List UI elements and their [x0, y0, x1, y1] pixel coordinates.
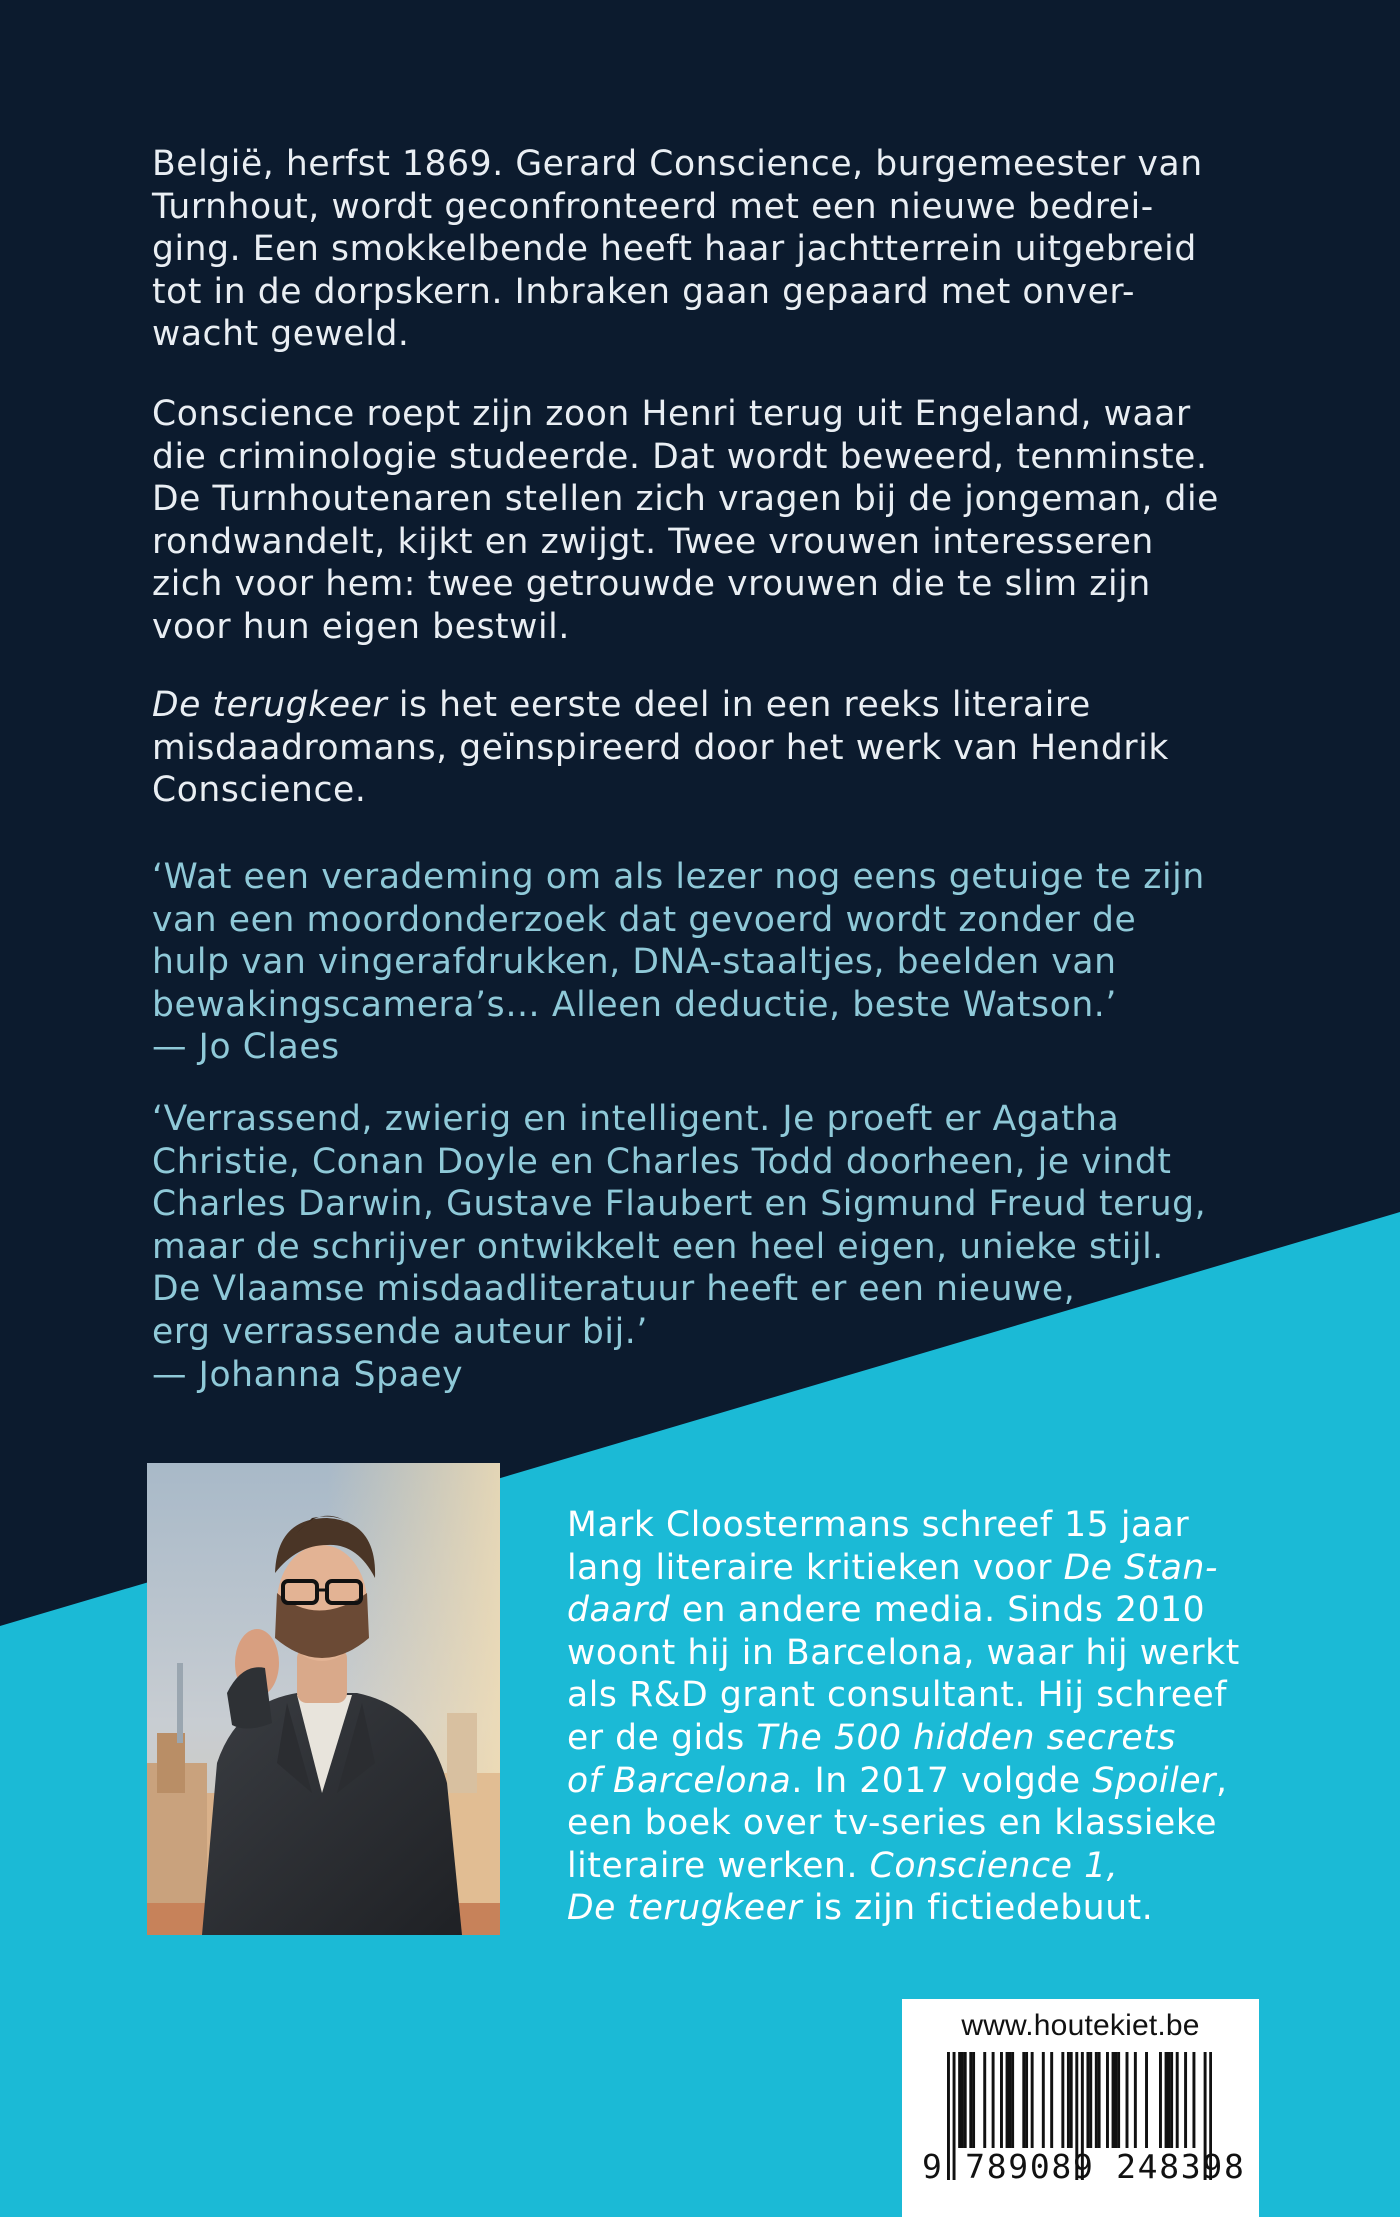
barcode-bar	[1126, 2052, 1129, 2148]
book-title: De terugkeer	[152, 685, 388, 725]
barcode-bar	[1011, 2052, 1014, 2148]
barcode-bar	[1042, 2052, 1045, 2148]
barcode-bar	[1176, 2052, 1179, 2148]
barcode-bar	[1022, 2052, 1025, 2148]
barcode-bar	[1086, 2052, 1089, 2148]
barcode-bar	[972, 2052, 975, 2148]
barcode-bar	[1159, 2052, 1162, 2148]
author-bio: Mark Cloostermans schreef 15 jaar lang literaire kritieken voor De Stan- daard en andere media. Sinds 2010 woont hij in Barcelona, waar hij werkt als R&D grant consultant. Hij schreef er de gids The 500 hidden secrets of Barcelona. In 2017 volgde Spoiler, een boek over tv-series en klassieke literaire werken. Conscience 1, De terugkeer is zijn fictiedebuut.	[567, 1505, 1240, 1929]
barcode-bar	[958, 2052, 961, 2148]
barcode-bar	[1165, 2052, 1168, 2148]
barcode-bar	[1089, 2052, 1092, 2148]
barcode-bar	[1145, 2052, 1148, 2148]
barcode-bar	[1095, 2052, 1098, 2148]
barcode-bar	[1184, 2052, 1187, 2148]
barcode-bar	[1008, 2052, 1011, 2148]
synopsis-paragraph-2: Conscience roept zijn zoon Henri terug uit Engeland, waar die criminologie studeerde. Dat wordt beweerd, tenminste. De Turnhoutenaren stellen zich vragen bij de jongeman, die rondwandelt, kijkt en zwijgt. Twee vrouwen interesseren zich voor hem: twee getrouwde vrouwen die te slim zijn voor hun eigen bestwil.	[152, 394, 1220, 647]
barcode-bar	[1050, 2052, 1053, 2148]
barcode-bar	[1025, 2052, 1028, 2148]
barcode-bar	[969, 2052, 972, 2148]
barcode-label	[902, 1999, 1259, 2217]
barcode-bar	[964, 2052, 967, 2148]
quote-attribution: — Johanna Spaey	[152, 1354, 464, 1395]
barcode-bar	[1098, 2052, 1101, 2148]
isbn-number: 9 789089 248398	[922, 2147, 1246, 2186]
barcode-bar	[1117, 2052, 1120, 2148]
synopsis-paragraph-1: België, herfst 1869. Gerard Conscience, burgemeester van Turnhout, wordt geconfronteerd met een nieuwe bedrei- ging. Een smokkelbende heeft haar jachtterrein uitgebreid tot in de dorpskern. Inbraken gaan gepaard met onver- wacht geweld.	[152, 144, 1203, 355]
author-photo	[147, 1463, 500, 1935]
barcode-bar	[1112, 2052, 1115, 2148]
barcode-bar	[1114, 2052, 1117, 2148]
barcode-bar	[1106, 2052, 1109, 2148]
barcode-bar	[1167, 2052, 1170, 2148]
review-quote-johanna-spaey: ‘Verrassend, zwierig en intelligent. Je proeft er Agatha Christie, Conan Doyle en Charles Todd doorheen, je vindt Charles Darwin, Gustave Flaubert en Sigmund Freud terug, maar de schrijver ontwikkelt een heel eigen, unieke stijl. De Vlaamse misdaadliteratuur heeft er een nieuwe, erg verrassende auteur bij.’ — Johanna Spaey	[152, 1098, 1272, 1396]
quote-attribution: — Jo Claes	[152, 1027, 340, 1068]
review-quote-jo-claes: ‘Wat een verademing om als lezer nog eens getuige te zijn van een moordonderzoek dat gevoerd wordt zonder de hulp van vingerafdrukken, DNA-staaltjes, beelden van bewakingscamera’s… Alleen deductie, beste Watson.’ — Jo Claes	[152, 856, 1272, 1069]
barcode-bar	[1170, 2052, 1173, 2148]
barcode-bar	[1067, 2052, 1070, 2148]
publisher-website: www.houtekiet.be	[961, 2009, 1200, 2042]
barcode-bar	[1031, 2052, 1034, 2148]
synopsis-paragraph-3: De terugkeer is het eerste deel in een reeks literaire misdaadromans, geïnspireerd door het werk van Hendrik Conscience.	[152, 685, 1169, 811]
barcode-bar	[1061, 2052, 1064, 2148]
barcode-bar	[1192, 2052, 1195, 2148]
barcode-bar	[983, 2052, 986, 2148]
barcode-bar	[1134, 2052, 1137, 2148]
barcode-bar	[1006, 2052, 1009, 2148]
barcode-bar	[1070, 2052, 1073, 2148]
barcode-bar	[1000, 2052, 1003, 2148]
barcode-bar	[961, 2052, 964, 2148]
barcode-bar	[992, 2052, 995, 2148]
